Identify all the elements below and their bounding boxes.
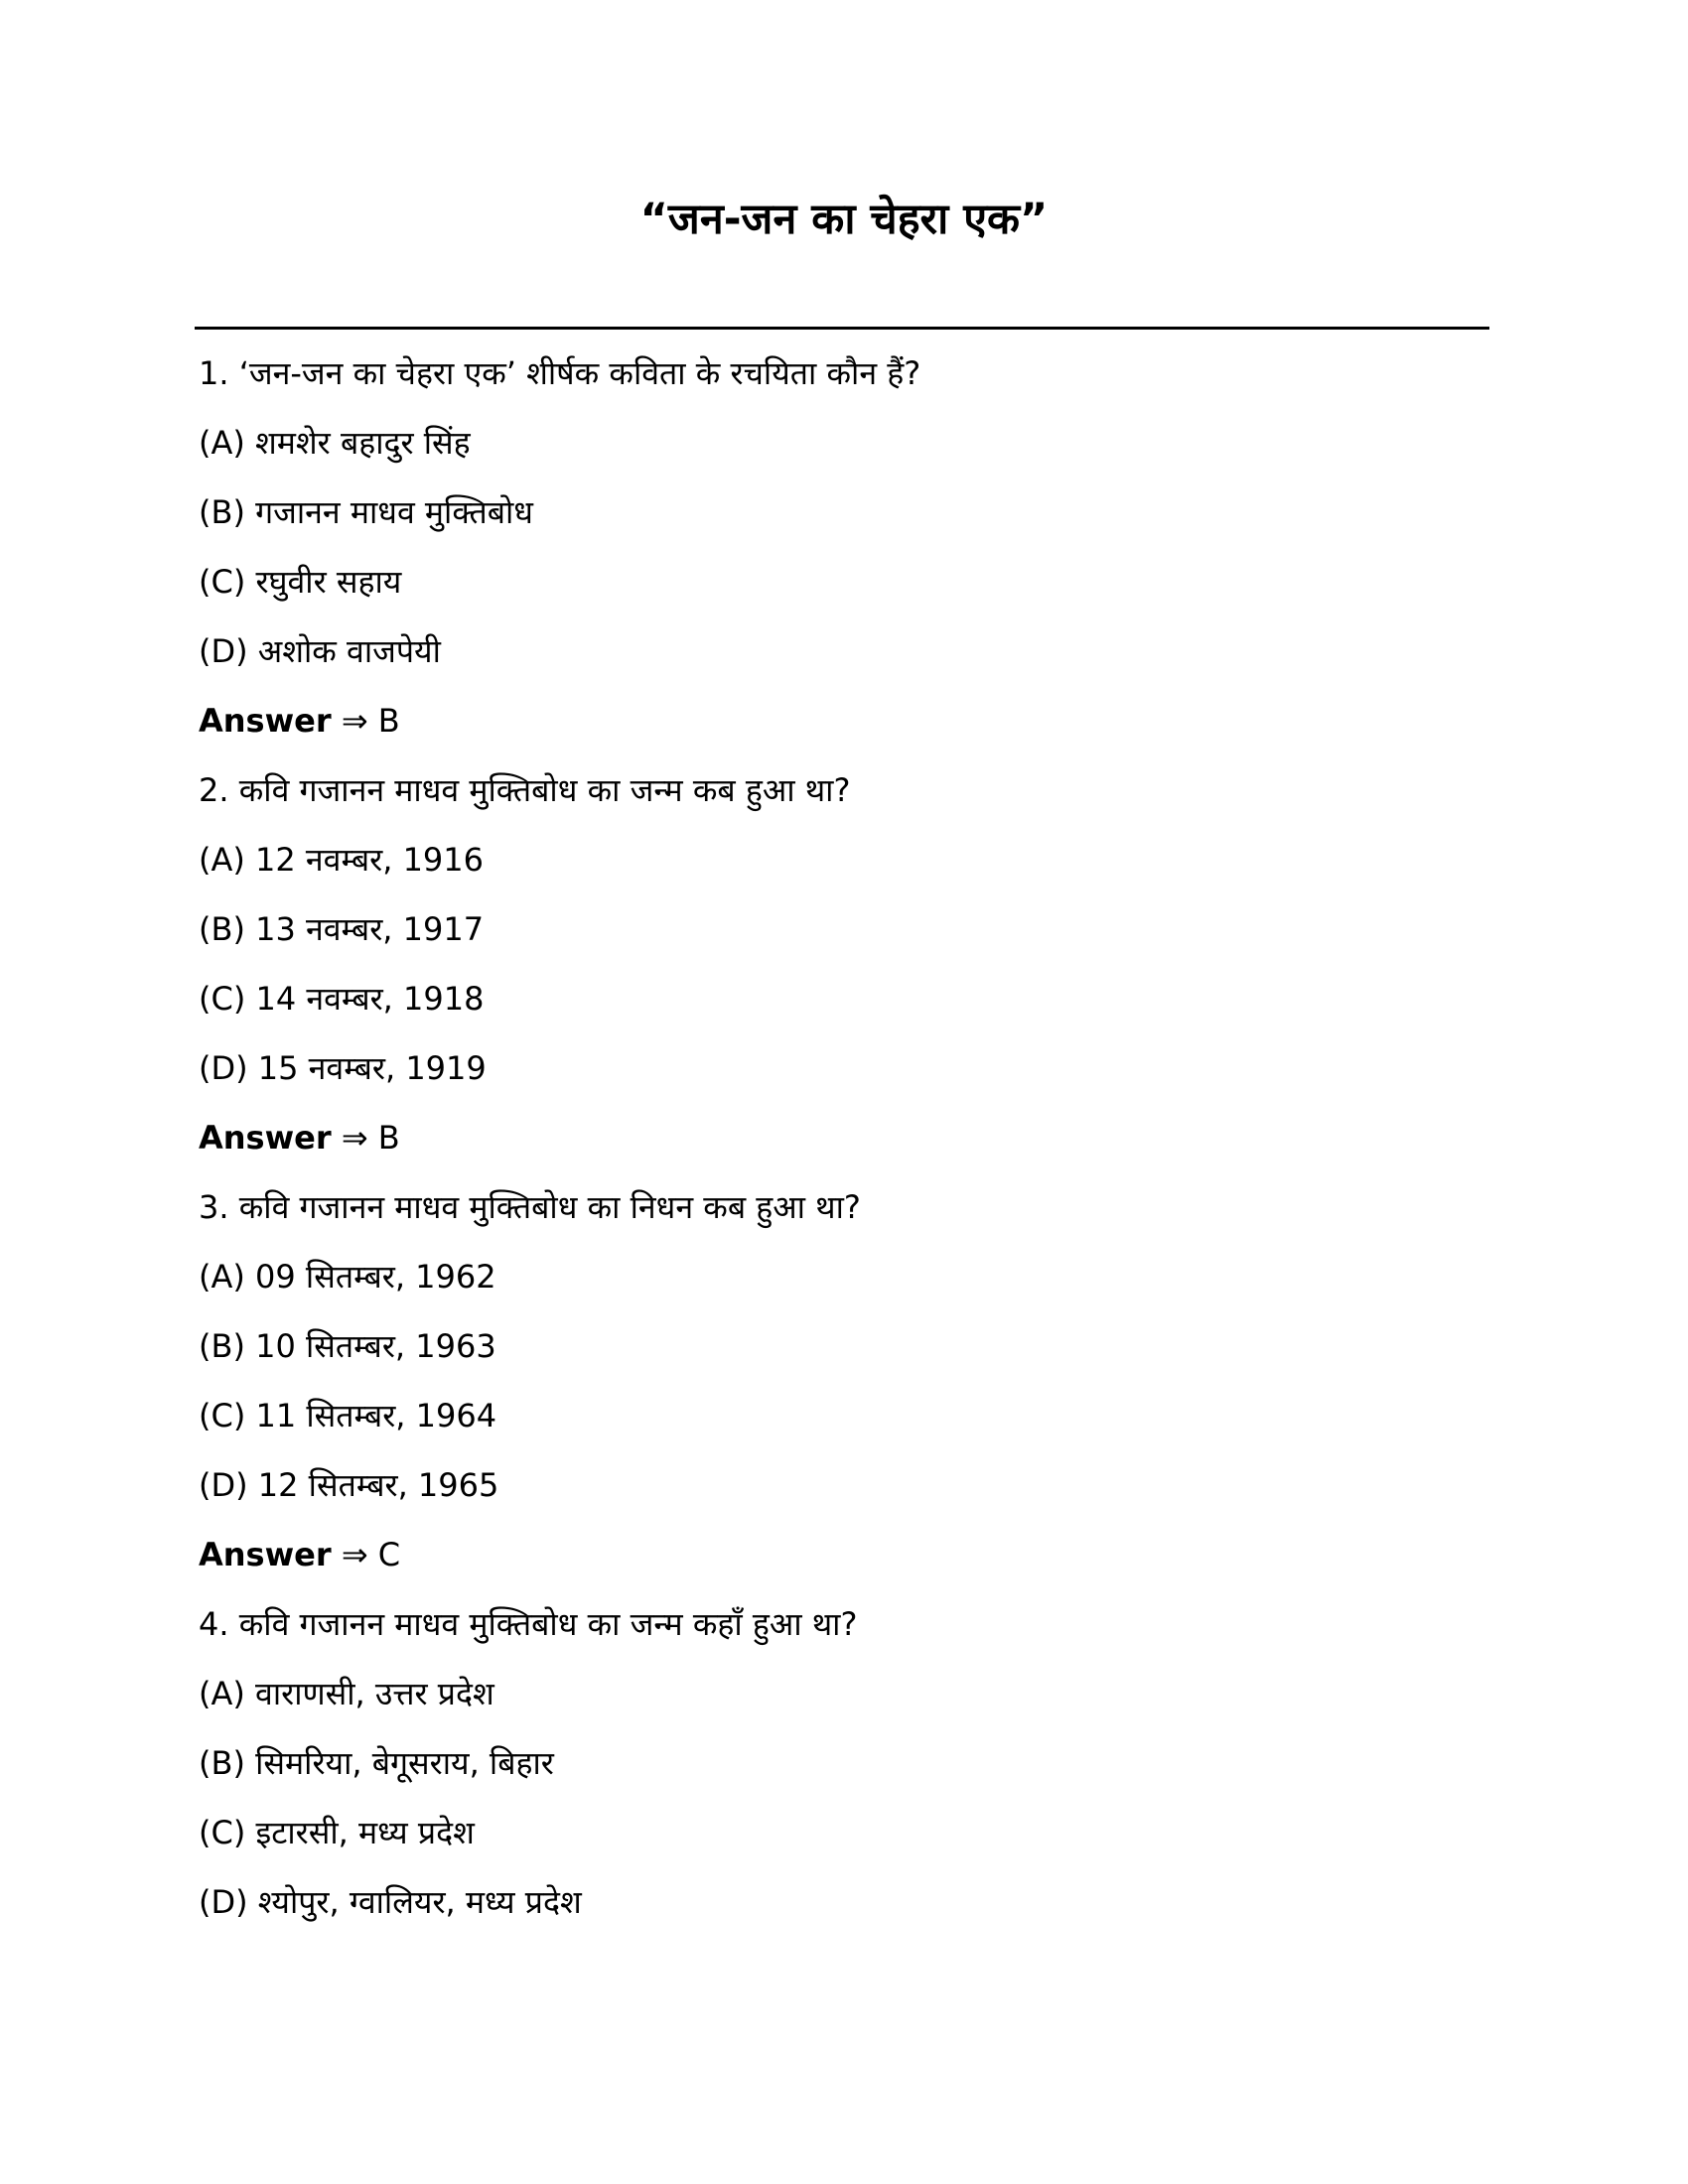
question-1-option-b: (B) गजानन माधव मुक्तिबोध: [199, 493, 533, 531]
question-1-option-c: (C) रघुवीर सहाय: [199, 563, 402, 601]
answer-arrow: ⇒: [341, 1536, 368, 1573]
answer-label: Answer: [199, 1536, 332, 1573]
question-4-option-d: (D) श्योपुर, ग्वालियर, मध्य प्रदेश: [199, 1883, 582, 1921]
question-2-option-b: (B) 13 नवम्बर, 1917: [199, 910, 485, 948]
answer-value: B: [377, 702, 400, 740]
answer-arrow: ⇒: [341, 702, 368, 740]
page-title: “जन-जन का चेहरा एक”: [639, 195, 1049, 244]
answer-label: Answer: [199, 1119, 332, 1157]
question-4-text: 4. कवि गजानन माधव मुक्तिबोध का जन्म कहाँ हुआ था?: [199, 1605, 858, 1643]
question-3-option-a: (A) 09 सितम्बर, 1962: [199, 1258, 496, 1296]
answer-label: Answer: [199, 702, 332, 740]
question-3-option-b: (B) 10 सितम्बर, 1963: [199, 1327, 496, 1365]
answer-arrow: ⇒: [341, 1119, 368, 1157]
question-3-answer: [199, 1531, 1489, 1600]
answer-value: C: [377, 1536, 401, 1573]
question-4-option-c: (C) इटारसी, मध्य प्रदेश: [199, 1814, 475, 1851]
question-1-option-a: (A) शमशेर बहादुर सिंह: [199, 424, 471, 462]
answer-value: B: [377, 1119, 400, 1157]
title-divider: [195, 327, 1489, 330]
question-3-option-c: (C) 11 सितम्बर, 1964: [199, 1397, 497, 1434]
question-2-text: 2. कवि गजानन माधव मुक्तिबोध का जन्म कब हुआ था?: [199, 771, 851, 809]
question-2-option-c: (C) 14 नवम्बर, 1918: [199, 980, 485, 1018]
question-list: [199, 349, 1489, 1948]
question-1-answer: [199, 697, 1489, 766]
question-2-answer: [199, 1114, 1489, 1183]
question-2-option-a: (A) 12 नवम्बर, 1916: [199, 841, 485, 879]
question-2-option-d: (D) 15 नवम्बर, 1919: [199, 1049, 487, 1087]
question-1-option-d: (D) अशोक वाजपेयी: [199, 632, 441, 670]
question-3-option-d: (D) 12 सितम्बर, 1965: [199, 1466, 499, 1504]
question-4-option-b: (B) सिमरिया, बेगूसराय, बिहार: [199, 1744, 554, 1782]
question-1-text: 1. ‘जन-जन का चेहरा एक’ शीर्षक कविता के रचयिता कौन हैं?: [199, 354, 921, 392]
question-4-option-a: (A) वाराणसी, उत्तर प्रदेश: [199, 1675, 494, 1712]
question-3-text: 3. कवि गजानन माधव मुक्तिबोध का निधन कब हुआ था?: [199, 1188, 861, 1226]
